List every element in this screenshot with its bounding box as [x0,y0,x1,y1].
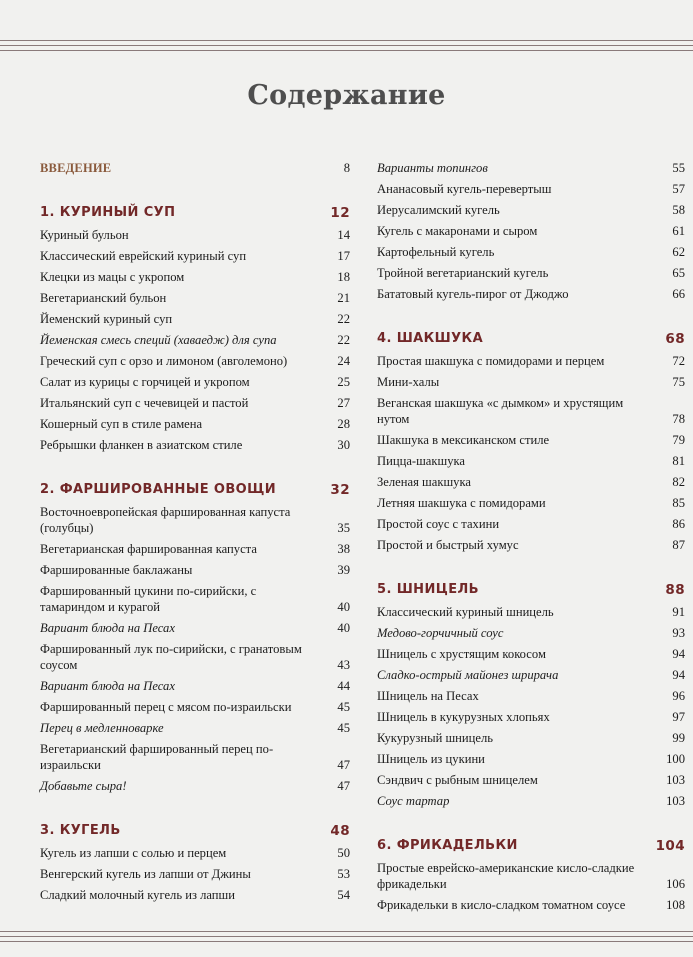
toc-entry-title: Фаршированный перец с мясом по-израильски [40,700,292,714]
toc-entry-page: 28 [337,417,350,431]
toc-entry-title: 3. КУГЕЛЬ [40,823,121,838]
toc-intro-entry [40,160,350,176]
toc-entry-title: Сладко-острый майонез шрирача [377,668,559,682]
bottom-rule [0,941,693,942]
toc-entry-page: 100 [666,752,685,766]
toc-entry [377,495,685,511]
toc-entry-page: 40 [337,600,350,614]
toc-entry [40,866,350,882]
toc-entry-title: 5. ШНИЦЕЛЬ [377,582,479,597]
toc-entry-page: 61 [672,224,685,238]
section-gap [40,181,350,205]
toc-entry [40,416,350,432]
toc-entry-page: 91 [672,605,685,619]
toc-entry-title: Шницель в кукурузных хлопьях [377,710,550,724]
toc-entry-title: Добавьте сыра! [40,779,127,793]
toc-entry-title: Шакшука в мексиканском стиле [377,433,550,447]
toc-entry-title: Итальянский суп с чечевицей и пастой [40,396,249,410]
toc-entry-title: Классический куриный шницель [377,605,554,619]
toc-entry-title: Классический еврейский куриный суп [40,249,247,263]
section-gap [40,799,350,823]
toc-entry [40,437,350,453]
toc-entry-page: 12 [330,205,350,221]
toc-entry [377,516,685,532]
toc-entry [40,374,350,390]
toc-entry-title: Пицца-шакшука [377,454,466,468]
toc-entry-title: Варианты топингов [377,161,488,175]
toc-entry [40,845,350,861]
toc-entry-title: Веганская шакшука «с дымком» и хрустящим нутом [377,396,624,426]
toc-entry-page: 88 [665,582,685,598]
toc-entry-page: 45 [337,700,350,714]
toc-entry-page: 99 [672,731,685,745]
toc-entry-page: 25 [337,375,350,389]
toc-entry [40,583,350,615]
toc-entry-page: 85 [672,496,685,510]
toc-entry-page: 22 [337,312,350,326]
toc-entry [377,265,685,281]
toc-entry [377,793,685,809]
toc-entry-page: 44 [337,679,350,693]
toc-entry-title: Йеменская смесь специй (хаваедж) для супа [40,333,277,347]
toc-entry [40,353,350,369]
toc-entry-title: Ананасовый кугель-перевертыш [377,182,552,196]
toc-entry-page: 86 [672,517,685,531]
toc-entry [377,751,685,767]
top-rule [0,50,693,51]
toc-entry-page: 48 [330,823,350,839]
toc-section-heading [377,582,685,598]
toc-entry [40,720,350,736]
toc-entry [377,897,685,913]
toc-entry-page: 43 [337,658,350,672]
toc-entry-page: 8 [343,161,350,175]
toc-entry-page: 106 [666,877,685,891]
toc-entry-title: Тройной вегетарианский кугель [377,266,549,280]
toc-entry [377,688,685,704]
toc-entry-title: Сэндвич с рыбным шницелем [377,773,538,787]
toc-entry-page: 94 [672,647,685,661]
section-gap [377,558,685,582]
toc-entry [40,620,350,636]
toc-section-heading [377,838,685,854]
toc-entry [40,741,350,773]
toc-entry-page: 72 [672,354,685,368]
toc-entry [40,641,350,673]
toc-entry-page: 65 [672,266,685,280]
toc-entry [377,160,685,176]
toc-entry [40,332,350,348]
toc-entry [377,730,685,746]
toc-entry-page: 30 [337,438,350,452]
toc-entry-page: 45 [337,721,350,735]
toc-entry-title: Клецки из мацы с укропом [40,270,185,284]
toc-entry-title: Бататовый кугель-пирог от Джоджо [377,287,569,301]
bottom-rule [0,936,693,937]
toc-entry-title: Салат из курицы с горчицей и укропом [40,375,250,389]
toc-entry [40,678,350,694]
toc-entry-title: Кугель из лапши с солью и перцем [40,846,227,860]
toc-entry-title: Зеленая шакшука [377,475,471,489]
toc-entry [377,646,685,662]
toc-entry-page: 18 [337,270,350,284]
toc-entry-title: Шницель из цукини [377,752,485,766]
toc-entry-page: 104 [655,838,685,854]
toc-entry-title: Венгерский кугель из лапши от Джины [40,867,251,881]
toc-entry-title: Восточноевропейская фаршированная капуста (голубцы) [40,505,291,535]
toc-entry-page: 38 [337,542,350,556]
toc-entry [40,290,350,306]
toc-entry-title: Медово-горчичный соус [377,626,504,640]
toc-entry [377,537,685,553]
toc-entry-title: Простые еврейско-американские кисло-сладкие фрикадельки [377,861,635,891]
toc-entry-page: 14 [337,228,350,242]
toc-entry-page: 81 [672,454,685,468]
toc-entry [377,244,685,260]
toc-entry-page: 54 [337,888,350,902]
toc-entry-page: 32 [330,482,350,498]
toc-entry-title: Вегетарианский фаршированный перец по-израильски [40,742,274,772]
toc-entry-title: Кошерный суп в стиле рамена [40,417,203,431]
toc-entry-title: Фаршированные баклажаны [40,563,193,577]
toc-entry [377,395,685,427]
toc-entry-page: 103 [666,773,685,787]
toc-section-heading [40,823,350,839]
toc-entry-title: Вариант блюда на Песах [40,679,175,693]
toc-entry-title: Вегетарианский бульон [40,291,167,305]
toc-entry-page: 47 [337,779,350,793]
toc-entry [377,709,685,725]
toc-entry-title: Мини-халы [377,375,440,389]
toc-entry [377,474,685,490]
toc-entry-title: Соус тартар [377,794,450,808]
toc-entry [40,311,350,327]
toc-entry-title: Фрикадельки в кисло-сладком томатном соусе [377,898,626,912]
toc-entry [40,504,350,536]
toc-section-heading [377,331,685,347]
toc-entry-title: Фаршированный лук по-сирийски, с гранатовым соусом [40,642,302,672]
toc-entry-page: 40 [337,621,350,635]
section-gap [377,307,685,331]
toc-entry-page: 82 [672,475,685,489]
toc-entry-page: 21 [337,291,350,305]
bottom-rule [0,931,693,932]
toc-entry-title: Кугель с макаронами и сыром [377,224,538,238]
toc-section-heading [40,482,350,498]
toc-entry-title: Ребрышки фланкен в азиатском стиле [40,438,243,452]
toc-entry-page: 55 [672,161,685,175]
toc-entry [40,699,350,715]
toc-entry [377,374,685,390]
toc-entry [40,778,350,794]
top-rule [0,45,693,46]
toc-entry [40,248,350,264]
toc-entry-title: Сладкий молочный кугель из лапши [40,888,235,902]
toc-entry [377,202,685,218]
toc-entry-title: Простой и быстрый хумус [377,538,519,552]
toc-entry-title: ВВЕДЕНИЕ [40,161,112,175]
toc-entry-title: Шницель с хрустящим кокосом [377,647,546,661]
toc-entry-page: 79 [672,433,685,447]
toc-entry-title: Вариант блюда на Песах [40,621,175,635]
toc-entry-title: Простая шакшука с помидорами и перцем [377,354,605,368]
toc-right-column [377,160,685,918]
toc-entry-page: 57 [672,182,685,196]
toc-left-column [40,160,350,908]
section-gap [377,814,685,838]
toc-entry-title: Иерусалимский кугель [377,203,500,217]
toc-entry-title: Греческий суп с орзо и лимоном (авголемоно) [40,354,288,368]
toc-entry [377,181,685,197]
toc-entry-page: 35 [337,521,350,535]
toc-entry-title: Перец в медленноварке [40,721,164,735]
toc-entry-title: 1. КУРИНЫЙ СУП [40,205,176,220]
toc-entry-page: 22 [337,333,350,347]
toc-entry-title: Фаршированный цукини по-сирийски, с тамариндом и курагой [40,584,257,614]
toc-entry-page: 108 [666,898,685,912]
toc-entry [377,667,685,683]
toc-entry-page: 93 [672,626,685,640]
toc-entry-page: 66 [672,287,685,301]
toc-entry [40,269,350,285]
toc-entry-page: 96 [672,689,685,703]
toc-entry-title: 4. ШАКШУКА [377,331,484,346]
toc-entry [377,453,685,469]
toc-entry-page: 53 [337,867,350,881]
toc-entry-title: Шницель на Песах [377,689,479,703]
toc-entry-page: 103 [666,794,685,808]
toc-entry-page: 17 [337,249,350,263]
toc-entry-page: 75 [672,375,685,389]
toc-entry [377,286,685,302]
toc-entry-title: Куриный бульон [40,228,129,242]
toc-entry-page: 87 [672,538,685,552]
toc-entry-page: 39 [337,563,350,577]
toc-entry-page: 62 [672,245,685,259]
toc-entry-title: Йеменский куриный суп [40,312,173,326]
page-title: Содержание [247,80,446,111]
toc-entry-page: 94 [672,668,685,682]
toc-entry [40,562,350,578]
toc-entry-title: Картофельный кугель [377,245,495,259]
toc-entry-page: 97 [672,710,685,724]
toc-entry-page: 50 [337,846,350,860]
section-gap [40,458,350,482]
toc-entry-page: 58 [672,203,685,217]
toc-entry-title: Вегетарианская фаршированная капуста [40,542,257,556]
toc-entry [377,625,685,641]
toc-entry-title: Кукурузный шницель [377,731,494,745]
toc-entry-title: Простой соус с тахини [377,517,500,531]
toc-entry [377,223,685,239]
toc-entry [40,887,350,903]
toc-entry-page: 78 [672,412,685,426]
toc-entry-page: 24 [337,354,350,368]
toc-entry [377,432,685,448]
toc-entry-page: 47 [337,758,350,772]
toc-entry [377,772,685,788]
toc-section-heading [40,205,350,221]
toc-entry-page: 27 [337,396,350,410]
toc-entry-title: 2. ФАРШИРОВАННЫЕ ОВОЩИ [40,482,277,497]
toc-entry-title: 6. ФРИКАДЕЛЬКИ [377,838,518,853]
toc-entry-page: 68 [665,331,685,347]
toc-entry [40,227,350,243]
toc-entry [377,604,685,620]
top-rule [0,40,693,41]
toc-entry [377,860,685,892]
toc-entry-title: Летняя шакшука с помидорами [377,496,546,510]
toc-entry [40,541,350,557]
toc-entry [377,353,685,369]
toc-entry [40,395,350,411]
